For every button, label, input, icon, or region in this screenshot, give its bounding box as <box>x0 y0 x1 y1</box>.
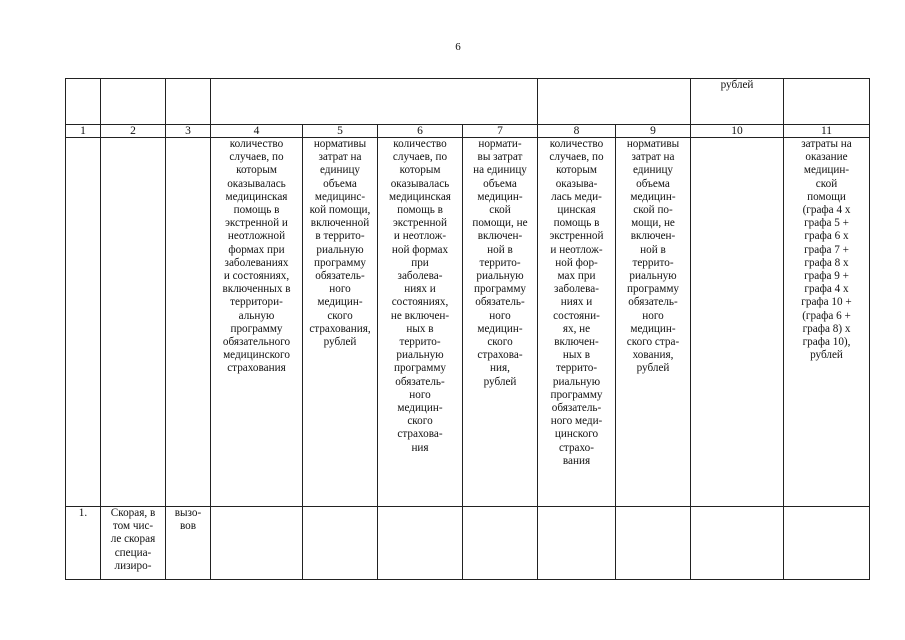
header-row <box>66 79 870 125</box>
column-number: 10 <box>691 125 784 138</box>
column-number-row <box>66 125 870 138</box>
row-cell <box>538 507 616 580</box>
header-cell-10: рублей <box>691 79 784 125</box>
column-number: 4 <box>211 125 303 138</box>
row-cell <box>303 507 378 580</box>
row-cell <box>378 507 463 580</box>
desc-cell-10 <box>691 138 784 507</box>
column-number: 2 <box>101 125 166 138</box>
header-cell-8-9 <box>538 79 691 125</box>
row-cell <box>211 507 303 580</box>
desc-cell-3 <box>166 138 211 507</box>
column-number: 5 <box>303 125 378 138</box>
desc-cell-9: нормативы затрат на единицу объема медицин- ской по- мощи, не включен- ной в террито- риальную программу обязатель- ного медицин- ского стра- хования, рублей <box>616 138 691 507</box>
desc-cell-7: нормати- вы затрат на единицу объема медицин- ской помощи, не включен- ной в террито- риальную программу обязатель- ного медицин- ского страхова- ния, рублей <box>463 138 538 507</box>
row-cell <box>691 507 784 580</box>
desc-cell-1 <box>66 138 101 507</box>
header-cell-3 <box>166 79 211 125</box>
column-number: 6 <box>378 125 463 138</box>
column-number: 1 <box>66 125 101 138</box>
header-cell-4-7 <box>211 79 538 125</box>
desc-cell-5: нормативы затрат на единицу объема медицинс- кой помощи, включенной в террито- риальную программу обязатель- ного медицин- ского страхования, рублей <box>303 138 378 507</box>
row-cell <box>463 507 538 580</box>
table-row <box>66 507 870 580</box>
column-number: 7 <box>463 125 538 138</box>
cost-table <box>65 78 870 580</box>
desc-cell-2 <box>101 138 166 507</box>
page-number: 6 <box>455 41 461 53</box>
desc-cell-6: количество случаев, по которым оказывалась медицинская помощь в экстренной и неотлож- ной формах при заболева- ниях и состояниях, не включен- ных в террито- риальную программу обязатель- ного медицин- ского страхова- ния <box>378 138 463 507</box>
row-number: 1. <box>66 507 101 580</box>
header-cell-11 <box>784 79 870 125</box>
row-cell <box>616 507 691 580</box>
column-number: 11 <box>784 125 870 138</box>
row-cell <box>784 507 870 580</box>
column-number: 3 <box>166 125 211 138</box>
row-unit: вызо- вов <box>166 507 211 580</box>
row-name: Скорая, в том чис- ле скорая специа- лизиро- <box>101 507 166 580</box>
column-number: 9 <box>616 125 691 138</box>
desc-cell-11: затраты на оказание медицин- ской помощи (графа 4 х графа 5 + графа 6 х графа 7 + графа 8 х графа 9 + графа 4 х графа 10 + (графа 6 + графа 8) х графа 10), рублей <box>784 138 870 507</box>
desc-cell-4: количество случаев, по которым оказывалась медицинская помощь в экстренной и неотложной формах при заболеваниях и состояниях, включенных в территори- альную программу обязательного медицинского страхования <box>211 138 303 507</box>
header-cell-2 <box>101 79 166 125</box>
column-number: 8 <box>538 125 616 138</box>
description-row <box>66 138 870 507</box>
header-cell-1 <box>66 79 101 125</box>
desc-cell-8: количество случаев, по которым оказыва- лась меди- цинская помощь в экстренной и неотлож- ной фор- мах при заболева- ниях и состояни- ях, не включен- ных в террито- риальную программу обязатель- ного меди- цинского страхо- вания <box>538 138 616 507</box>
